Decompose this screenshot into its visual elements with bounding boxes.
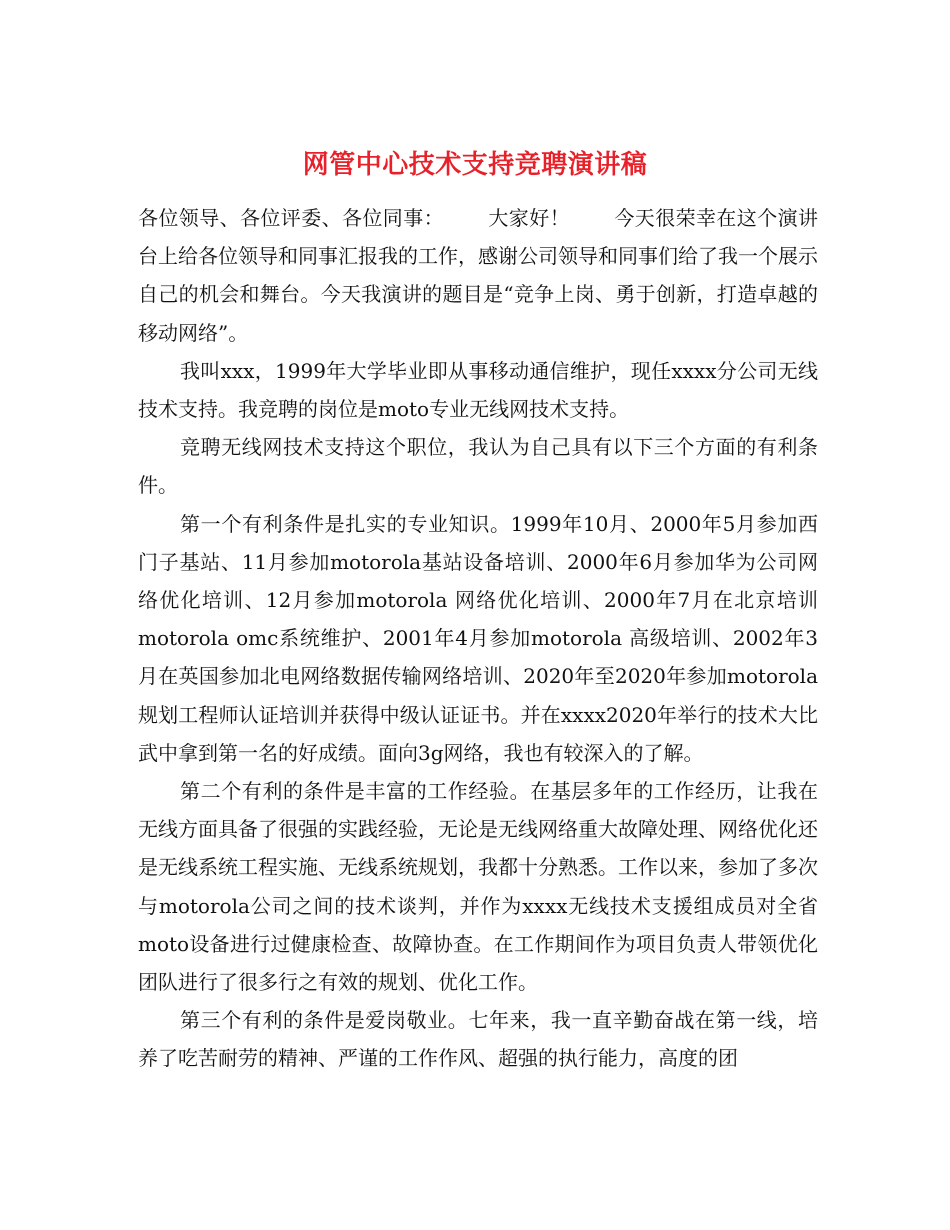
greeting-text: 今天很荣幸在这个演讲台上给各位领导和同事汇报我的工作，感谢公司领导和同事们给了我一个展示自己的机会和舞台。今天我演讲的题目是“竞争上岗、勇于创新，打造卓越的移动网络”。 [138,206,818,345]
document-title: 网管中心技术支持竞聘演讲稿 [302,150,648,181]
greeting-paragraph [138,199,818,352]
paragraph-experience: 第二个有利的条件是丰富的工作经验。在基层多年的工作经历，让我在无线方面具备了很强的实践经验，无论是无线网络重大故障处理、网络优化还是无线系统工程实施、无线系统规划，我都十分熟悉。工作以来，参加了多次与motorola公司之间的技术谈判，并作为xxxx无线技术支援组成员对全省moto设备进行过健康检查、故障协查。在工作期间作为项目负责人带领优化团队进行了很多行之有效的规划、优化工作。 [138,779,818,995]
paragraph-dedication: 第三个有利的条件是爱岗敬业。七年来，我一直辛勤奋战在第一线，培养了吃苦耐劳的精神、严谨的工作作风、超强的执行能力，高度的团 [138,1008,818,1071]
paragraph-intro: 我叫xxx，1999年大学毕业即从事移动通信维护，现任xxxx分公司无线技术支持。我竞聘的岗位是moto专业无线网技术支持。 [138,358,818,422]
document-body [138,199,818,1078]
paragraph-knowledge: 第一个有利条件是扎实的专业知识。1999年10月、2000年5月参加西门子基站、11月参加motorola基站设备培训、2000年6月参加华为公司网络优化培训、12月参加motorola 网络优化培训、2000年7月在北京培训motorola omc系统维护、2001年4月参加motorola 高级培训、2002年3月在英国参加北电网络数据传输网络培训、2020年至2020年参加motorola规划工程师认证培训并获得中级认证证书。并在xxxx2020年举行的技术大比武中拿到第一名的好成绩。面向3g网络，我也有较深入的了解。 [138,511,818,765]
salutation: 各位领导、各位评委、各位同事： [138,206,444,230]
hello: 大家好！ [488,206,570,230]
paragraph-position: 竞聘无线网技术支持这个职位，我认为自己具有以下三个方面的有利条件。 [138,435,818,498]
